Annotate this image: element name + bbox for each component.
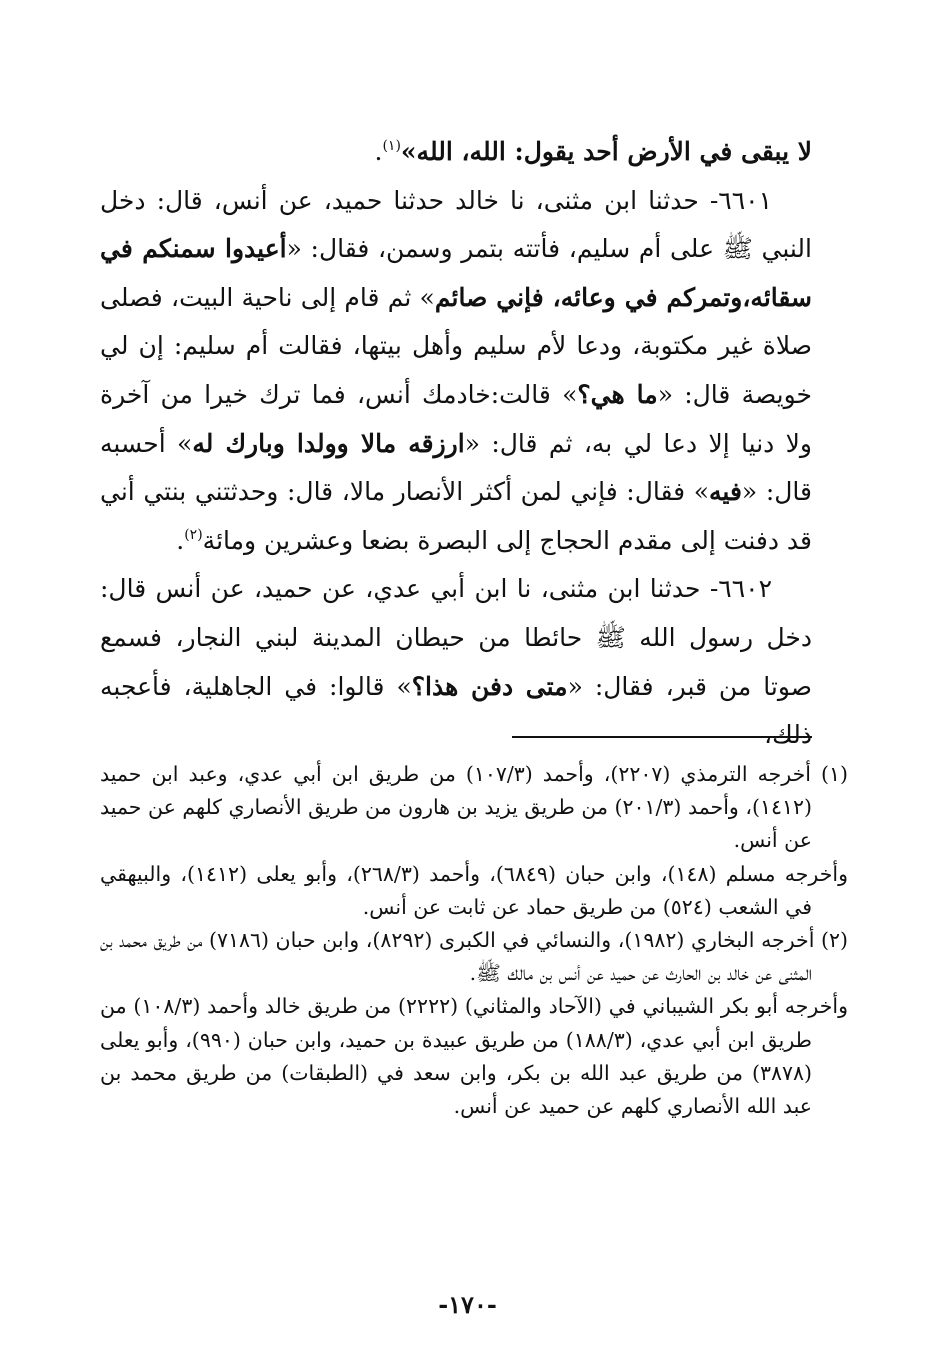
hadith-6601-quote-3: ارزقه مالا وولدا وبارك له xyxy=(192,428,465,458)
hadith-6601-text-a: ٦٦٠١- حدثنا ابن مثنى، نا خالد حدثنا حميد، عن أنس، قال: دخل النبي ﷺ على أم سليم، فأتته بتمر وسمن، فقال: « xyxy=(100,185,812,264)
hadith-6601-quote-2: ما هي؟ xyxy=(577,379,658,409)
hadith-6602-text-b: » قالوا: في الجاهلية، فأعجبه ذلك، xyxy=(100,671,812,750)
footnote-2: (٢) أخرجه البخاري (١٩٨٢)، والنسائي في الكبرى (٨٢٩٢)، وابن حبان (٧١٨٦) من طريق محمد بن المثنى عن خالد بن الحارث عن حميد عن أنس بن مالك ﷺ. xyxy=(100,928,848,986)
footnote-ref-2: (٢) xyxy=(184,526,203,543)
page-number: -١٧٠- xyxy=(438,1290,497,1319)
hadith-6601-text-b: » ثم قام إلى ناحية البيت، فصلى صلاة غير مكتوبة، ودعا لأم سليم وأهل بيتها، فقالت أم سليم: إن لي خويصة قال: « xyxy=(100,282,813,409)
continuation-end: . xyxy=(374,137,383,166)
hadith-6601-quote-4: فيه xyxy=(709,477,742,507)
continued-quote: لا يبقى في الأرض أحد يقول: الله، الله» xyxy=(400,137,812,166)
hadith-6601 xyxy=(100,177,812,566)
footnote-1-continued: وأخرجه مسلم (١٤٨)، وابن حبان (٦٨٤٩)، وأحمد (٢٦٨/٣)، وأبو يعلى (١٤١٢)، والبيهقي في الشعب (٥٢٤) من طريق حماد عن ثابت عن أنس. xyxy=(100,861,848,919)
hadith-6601-text-d: » أحسبه قال: « xyxy=(100,428,812,507)
continuation-line xyxy=(100,128,812,177)
hadith-6602 xyxy=(100,565,812,759)
footnotes xyxy=(100,758,848,1123)
hadith-6601-quote-1: أعيدوا سمنكم في سقائه،وتمركم في وعائه، فإني صائم xyxy=(100,234,812,312)
hadith-6601-text-f: . xyxy=(176,525,185,555)
footnote-ref-1: (١) xyxy=(382,138,401,154)
main-text xyxy=(100,128,812,760)
hadith-6601-text-e: » فقال: فإني لمن أكثر الأنصار مالا، قال: وحدثتني بنتي أني قد دفنت إلى مقدم الحجاج إلى البصرة بضعا وعشرين ومائة xyxy=(100,477,812,555)
hadith-6601-text-c: » قالت:خادمك أنس، فما ترك خيرا من آخرة ولا دنيا إلا دعا لي به، ثم قال: « xyxy=(100,379,812,458)
footnote-2-continued: وأخرجه أبو بكر الشيباني في (الآحاد والمثاني) (٢٢٢٢) من طريق خالد وأحمد (١٠٨/٣) من طريق ابن أبي عدي، (١٨٨/٣) من طريق عبيدة بن حميد، وابن حبان (٩٩٠)، وأبو يعلى (٣٨٧٨) من طريق عبد الله بن بكر، وابن سعد في (الطبقات) من طريق محمد بن عبد الله الأنصاري كلهم عن حميد عن أنس. xyxy=(100,994,848,1119)
hadith-6602-quote-1: متى دفن هذا؟ xyxy=(411,671,568,701)
footnote-1: (١) أخرجه الترمذي (٢٢٠٧)، وأحمد (١٠٧/٣) من طريق ابن أبي عدي، وعبد ابن حميد (١٤١٢)، وأحمد (٢٠١/٣) من طريق يزيد بن هارون من طريق الأنصاري كلهم عن حميد عن أنس. xyxy=(100,762,848,853)
footnote-separator xyxy=(512,736,812,738)
hadith-6602-text-a: ٦٦٠٢- حدثنا ابن مثنى، نا ابن أبي عدي، عن حميد، عن أنس قال: دخل رسول الله ﷺ حائطا من حيطان المدينة لبني النجار، فسمع صوتا من قبر، فقال: « xyxy=(100,574,812,701)
